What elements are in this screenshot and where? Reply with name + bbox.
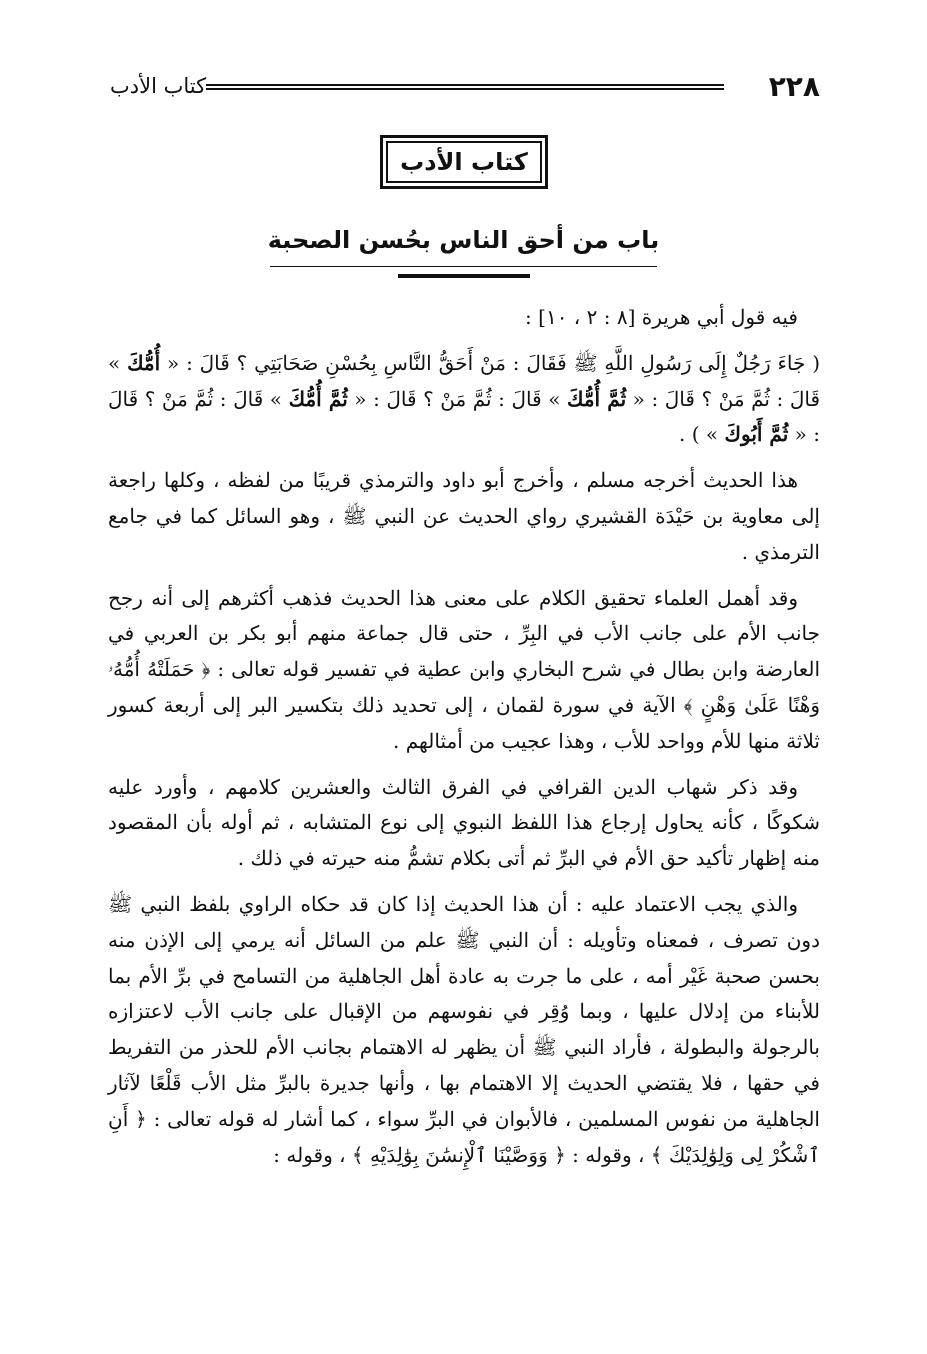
- hadith-segment: » ) .: [679, 422, 725, 447]
- hadith-segment: » قَالَ : ثُمَّ مَنْ ؟ قَالَ : «: [108, 386, 820, 447]
- chapter-thin-rule: [270, 266, 657, 267]
- body-text: [108, 300, 820, 1183]
- book-title: كتاب الأدب: [400, 148, 528, 176]
- intro-paragraph: فيه قول أبي هريرة [٨ : ٢ ، ١٠] :: [525, 305, 798, 329]
- header-double-rule: [206, 84, 724, 90]
- hadith-bold-segment: ثُمَّ أَبُوكَ: [724, 422, 789, 447]
- page-number: ٢٢٨: [768, 70, 820, 103]
- paragraph-1: هذا الحديث أخرجه مسلم ، وأخرج أبو داود والترمذي قريبًا من لفظه ، وكلها راجعة إلى معاوية بن حَيْدَة القشيري رواي الحديث عن النبي ﷺ ، وهو السائل كما في جامع الترمذي .: [108, 468, 820, 564]
- paragraph-4: والذي يجب الاعتماد عليه : أن هذا الحديث إذا كان قد حكاه الراوي بلفظ النبي ﷺ دون تصرف ، فمعناه وتأويله : أن النبي ﷺ علم من السائل أنه يرمي إلى الإذن منه بحسن صحبة غَيْر أمه ، على ما جرت به عادة أهل الجاهلية من التسامح في برِّ الأم بما للأبناء من إدلال عليها ، وبما وُقِر في نفوسهم من الإقبال على جانب الأب لاعتزازه بالرجولة والبطولة ، فأراد النبي ﷺ أن يظهر له الاهتمام بجانب الأم للحذر من التفريط في حقها ، فلا يقتضي الحديث إلا الاهتمام بها ، وأنها جديرة بالبرِّ مثل الأب قَلْعًا لآثار الجاهلية من نفوس المسلمين ، فالأبوان في البرِّ سواء ، كما أشار له قوله تعالى : ﴿ أَنِ ٱشْكُرْ لِى وَلِوَٰلِدَيْكَ ﴾ ، وقوله : ﴿ وَوَصَّيْنَا ٱلْإِنسَٰنَ بِوَٰلِدَيْهِ ﴾ ، وقوله :: [108, 891, 820, 1167]
- running-title: كتاب الأدب: [110, 74, 207, 98]
- hadith-bold-segment: ثُمَّ أُمُّكَ: [566, 386, 627, 411]
- hadith-bold-segment: ثُمَّ أُمُّكَ: [288, 386, 348, 411]
- book-title-frame: [380, 135, 548, 189]
- hadith-segment: » قَالَ : ثُمَّ مَنْ ؟ قَالَ : «: [108, 350, 821, 411]
- hadith-segment: ( جَاءَ رَجُلٌ إِلَى رَسُولِ اللَّهِ ﷺ فَقَالَ : مَنْ أَحَقُّ النَّاسِ بِحُسْنِ صَحَابَتِي ؟ قَالَ : «: [160, 350, 820, 375]
- chapter-title: باب من أحق الناس بحُسن الصحبة: [267, 226, 660, 254]
- running-header: [108, 68, 820, 108]
- paragraph-3: وقد ذكر شهاب الدين القرافي في الفرق الثالث والعشرين كلامهم ، وأورد عليه شكوكًا ، كأنه يحاول إرجاع هذا اللفظ النبوي إلى نوع المتشابه ، ثم أوله بأن المقصود منه إظهار تأكيد حق الأم في البرِّ ثم أتى بكلام تشمُّ منه حيرته في ذلك .: [108, 774, 820, 871]
- hadith-bold-segment: أُمُّكَ: [127, 350, 161, 375]
- paragraph-2: وقد أهمل العلماء تحقيق الكلام على معنى هذا الحديث فذهب أكثرهم إلى أنه رجح جانب الأم على جانب الأب في البِرِّ ، حتى قال جماعة منهم أبو بكر بن العربي في العارضة وابن بطال في شرح البخاري وابن عطية في تفسير قوله تعالى : ﴿ حَمَلَتْهُ أُمُّهُۥ وَهْنًا عَلَىٰ وَهْنٍ ﴾ الآية في سورة لقمان ، إلى تحديد ذلك بتكسير البر إلى أربعة كسور ثلاثة منها للأم وواحد للأب ، وهذا عجيب من أمثالهم .: [108, 585, 820, 753]
- hadith-paragraph: [108, 346, 820, 453]
- chapter-thick-rule: [398, 274, 530, 278]
- hadith-segment: » قَالَ : ثُمَّ مَنْ ؟ قَالَ : «: [347, 386, 567, 411]
- book-title-inner-frame: [386, 141, 542, 183]
